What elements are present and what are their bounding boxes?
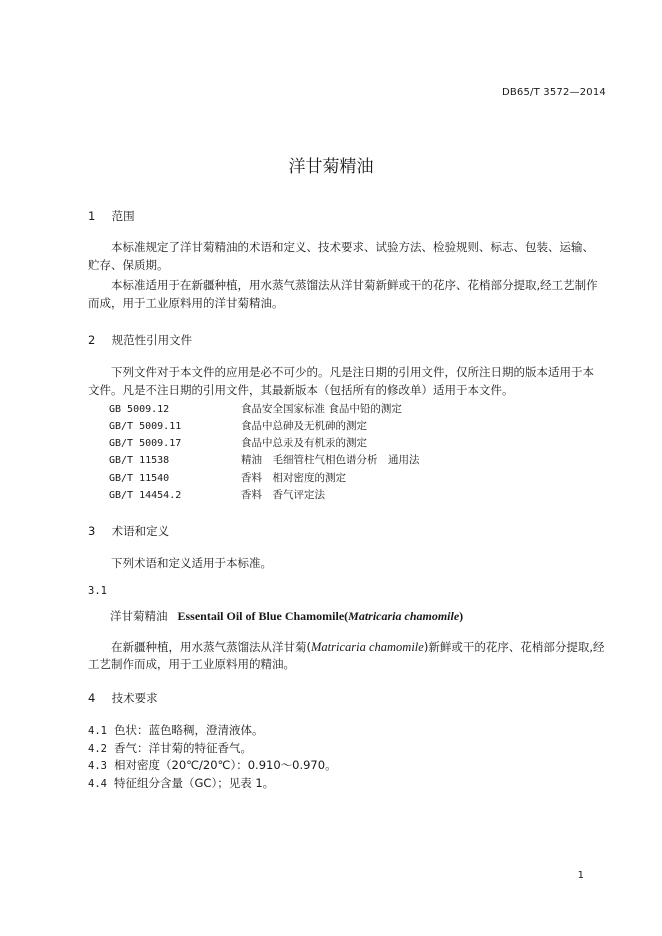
requirement-text: 香气：洋甘菊的特征香气。 (114, 741, 252, 755)
section-2-heading (88, 332, 192, 348)
section-number: 4 (88, 691, 96, 705)
requirement-item (88, 775, 274, 791)
reference-code: GB/T 11540 (109, 473, 170, 484)
reference-title: 食品中总汞及有机汞的测定 (241, 437, 367, 449)
reference-code: GB 5009.12 (109, 404, 170, 415)
reference-title: 食品安全国家标准 食品中铅的测定 (241, 403, 402, 415)
section-4-heading (88, 690, 158, 706)
section-number: 1 (88, 209, 96, 223)
reference-code: GB/T 5009.11 (109, 421, 182, 432)
term-english-close: ) (459, 609, 464, 623)
page-number: 1 (577, 870, 584, 881)
reference-row (109, 487, 589, 502)
requirement-text: 特征组分含量（GC）；见表 1。 (114, 776, 275, 790)
reference-title: 香料 相对密度的测定 (241, 472, 346, 484)
term-line (110, 608, 463, 624)
reference-row (109, 470, 589, 485)
subsection-number: 3.1 (88, 585, 107, 597)
requirement-item (88, 722, 264, 738)
definition-line-1 (88, 638, 604, 656)
section-1-heading (88, 208, 135, 224)
terms-intro: 下列术语和定义适用于本标准。 (111, 556, 272, 570)
reference-code: GB/T 5009.17 (109, 438, 182, 449)
reference-row (109, 418, 589, 433)
definition-text: )新鲜或干的花序、花梢部分提取,经 (423, 640, 605, 654)
references-intro: 下列文件对于本文件的应用是必不可少的。凡是注日期的引用文件，仅所注日期的版本适用于本文件。凡是不注日期的引用文件，其最新版本（包括所有的修改单）适用于本文件。 (88, 365, 594, 397)
section-title: 范围 (111, 209, 135, 223)
reference-title: 食品中总砷及无机砷的测定 (241, 420, 367, 432)
requirement-text: 色状：蓝色略稠，澄清液体。 (114, 723, 264, 737)
section-number: 2 (88, 333, 96, 347)
standard-code: DB65/T 3572—2014 (501, 87, 606, 98)
reference-row (109, 435, 589, 450)
term-english-text: Essentail Oil of Blue Chamomile( (177, 609, 349, 623)
reference-code: GB/T 14454.2 (109, 490, 182, 501)
requirement-number: 4.3 (88, 760, 107, 772)
requirement-text: 相对密度（20℃/20℃）：0.910～0.970。 (114, 758, 337, 772)
requirement-number: 4.4 (88, 778, 107, 790)
requirement-number: 4.2 (88, 743, 107, 755)
section-3-heading (88, 523, 169, 539)
document-title: 洋甘菊精油 (288, 157, 374, 177)
requirement-item (88, 740, 252, 756)
reference-row (109, 452, 589, 467)
reference-code: GB/T 11538 (109, 455, 170, 466)
requirement-item (88, 757, 337, 773)
term-latin-name: Matricaria chamomile (348, 609, 460, 623)
section-title: 术语和定义 (111, 524, 170, 538)
definition-latin-name: Matricaria chamomile (311, 640, 424, 654)
section-title: 技术要求 (111, 691, 158, 705)
scope-paragraph-1: 本标准规定了洋甘菊精油的术语和定义、技术要求、试验方法、检验规则、标志、包装、运输、贮存、保质期。 (88, 240, 594, 272)
term-chinese: 洋甘菊精油 (110, 609, 168, 623)
definition-line-2: 工艺制作而成，用于工业原料用的精油。 (88, 657, 295, 671)
reference-row (109, 401, 589, 416)
reference-title: 精油 毛细管柱气相色谱分析 通用法 (241, 454, 420, 466)
term-english (178, 609, 464, 623)
scope-paragraph-2: 本标准适用于在新疆种植，用水蒸气蒸馏法从洋甘菊新鲜或干的花序、花梢部分提取,经工艺制作而成，用于工业原料用的洋甘菊精油。 (88, 278, 598, 310)
section-title: 规范性引用文件 (111, 333, 193, 347)
reference-title: 香料 香气评定法 (241, 489, 325, 501)
requirement-number: 4.1 (88, 725, 107, 737)
section-number: 3 (88, 524, 96, 538)
definition-text: 在新疆种植，用水蒸气蒸馏法从洋甘菊( (111, 640, 311, 654)
